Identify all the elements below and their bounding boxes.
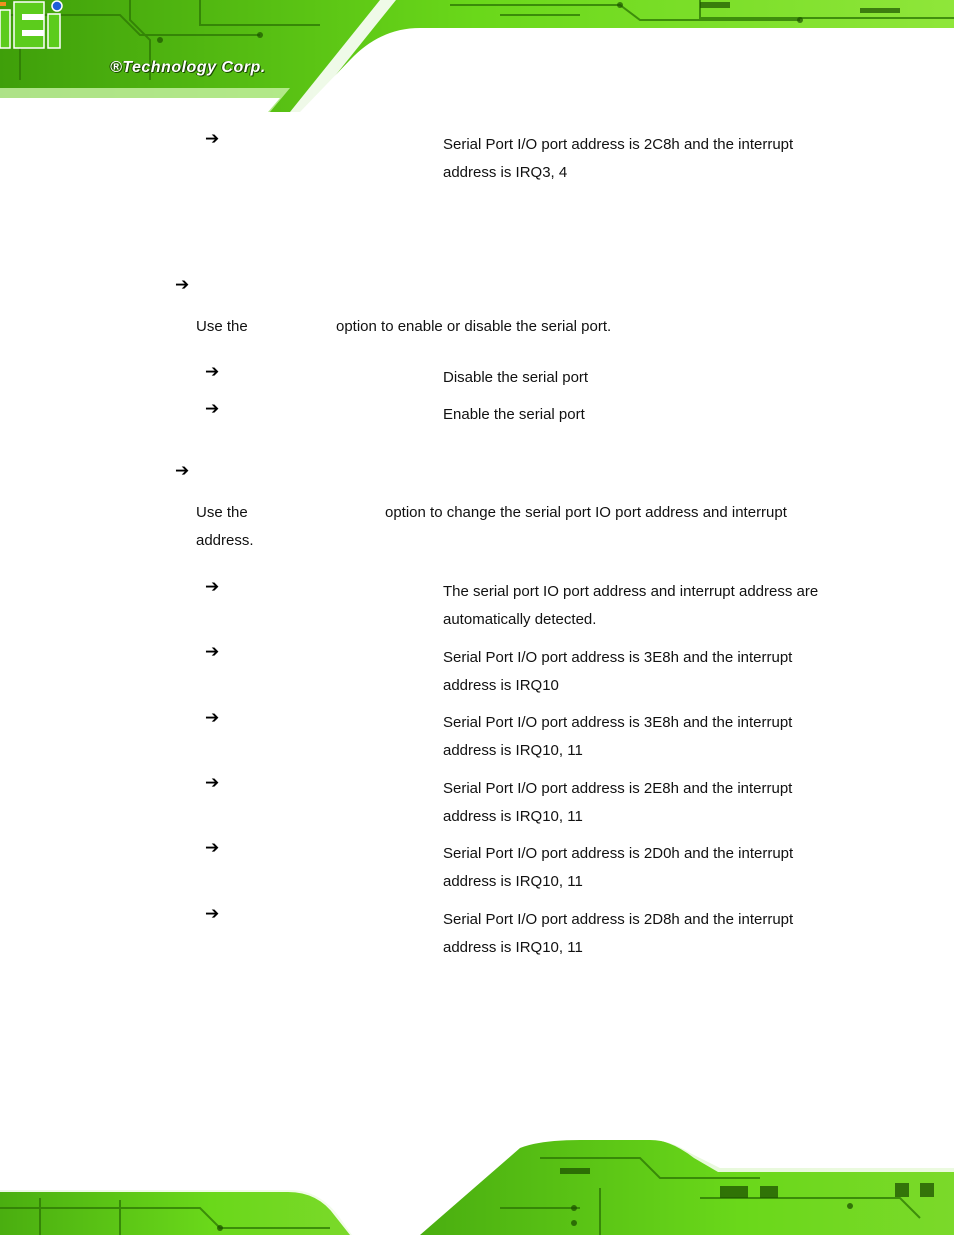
arrow-right-icon: ➔ — [205, 362, 220, 382]
option-description: Serial Port I/O port address is 2C8h and the interrupt address is IRQ3, 4 — [443, 136, 794, 181]
section1-intro-prefix: Use the — [196, 318, 248, 335]
option-description: Enable the serial port — [443, 406, 585, 423]
option-description: Serial Port I/O port address is 2E8h and the interrupt address is IRQ10, 11 — [443, 780, 793, 825]
section2-intro-line2: address. — [196, 532, 254, 549]
arrow-right-icon: ➔ — [175, 275, 190, 295]
option-description: Serial Port I/O port address is 2D0h and the interrupt address is IRQ10, 11 — [443, 845, 794, 890]
arrow-right-icon: ➔ — [205, 904, 220, 924]
company-logo-text: ®Technology Corp. — [110, 59, 266, 76]
page-header — [0, 0, 954, 112]
arrow-right-icon: ➔ — [205, 838, 220, 858]
arrow-right-icon: ➔ — [205, 399, 220, 419]
pcb-footer-graphic — [0, 1128, 954, 1235]
pcb-header-graphic — [0, 0, 954, 112]
arrow-right-icon: ➔ — [205, 129, 220, 149]
arrow-right-icon: ➔ — [205, 642, 220, 662]
arrow-right-icon: ➔ — [205, 773, 220, 793]
section2-intro-suffix: option to change the serial port IO port address and interrupt — [385, 504, 787, 521]
option-description: Serial Port I/O port address is 3E8h and the interrupt address is IRQ10 — [443, 649, 793, 694]
option-description: Serial Port I/O port address is 3E8h and the interrupt address is IRQ10, 11 — [443, 714, 793, 759]
option-description: Serial Port I/O port address is 2D8h and the interrupt address is IRQ10, 11 — [443, 911, 794, 956]
option-description: The serial port IO port address and interrupt address are automatically detected. — [443, 583, 819, 628]
arrow-right-icon: ➔ — [205, 708, 220, 728]
section1-intro-suffix: option to enable or disable the serial port. — [336, 318, 612, 335]
iei-logo-icon — [0, 0, 66, 50]
arrow-right-icon: ➔ — [175, 461, 190, 481]
page-footer — [0, 1128, 954, 1235]
section2-intro-prefix: Use the — [196, 504, 248, 521]
arrow-right-icon: ➔ — [205, 577, 220, 597]
option-description: Disable the serial port — [443, 369, 589, 386]
